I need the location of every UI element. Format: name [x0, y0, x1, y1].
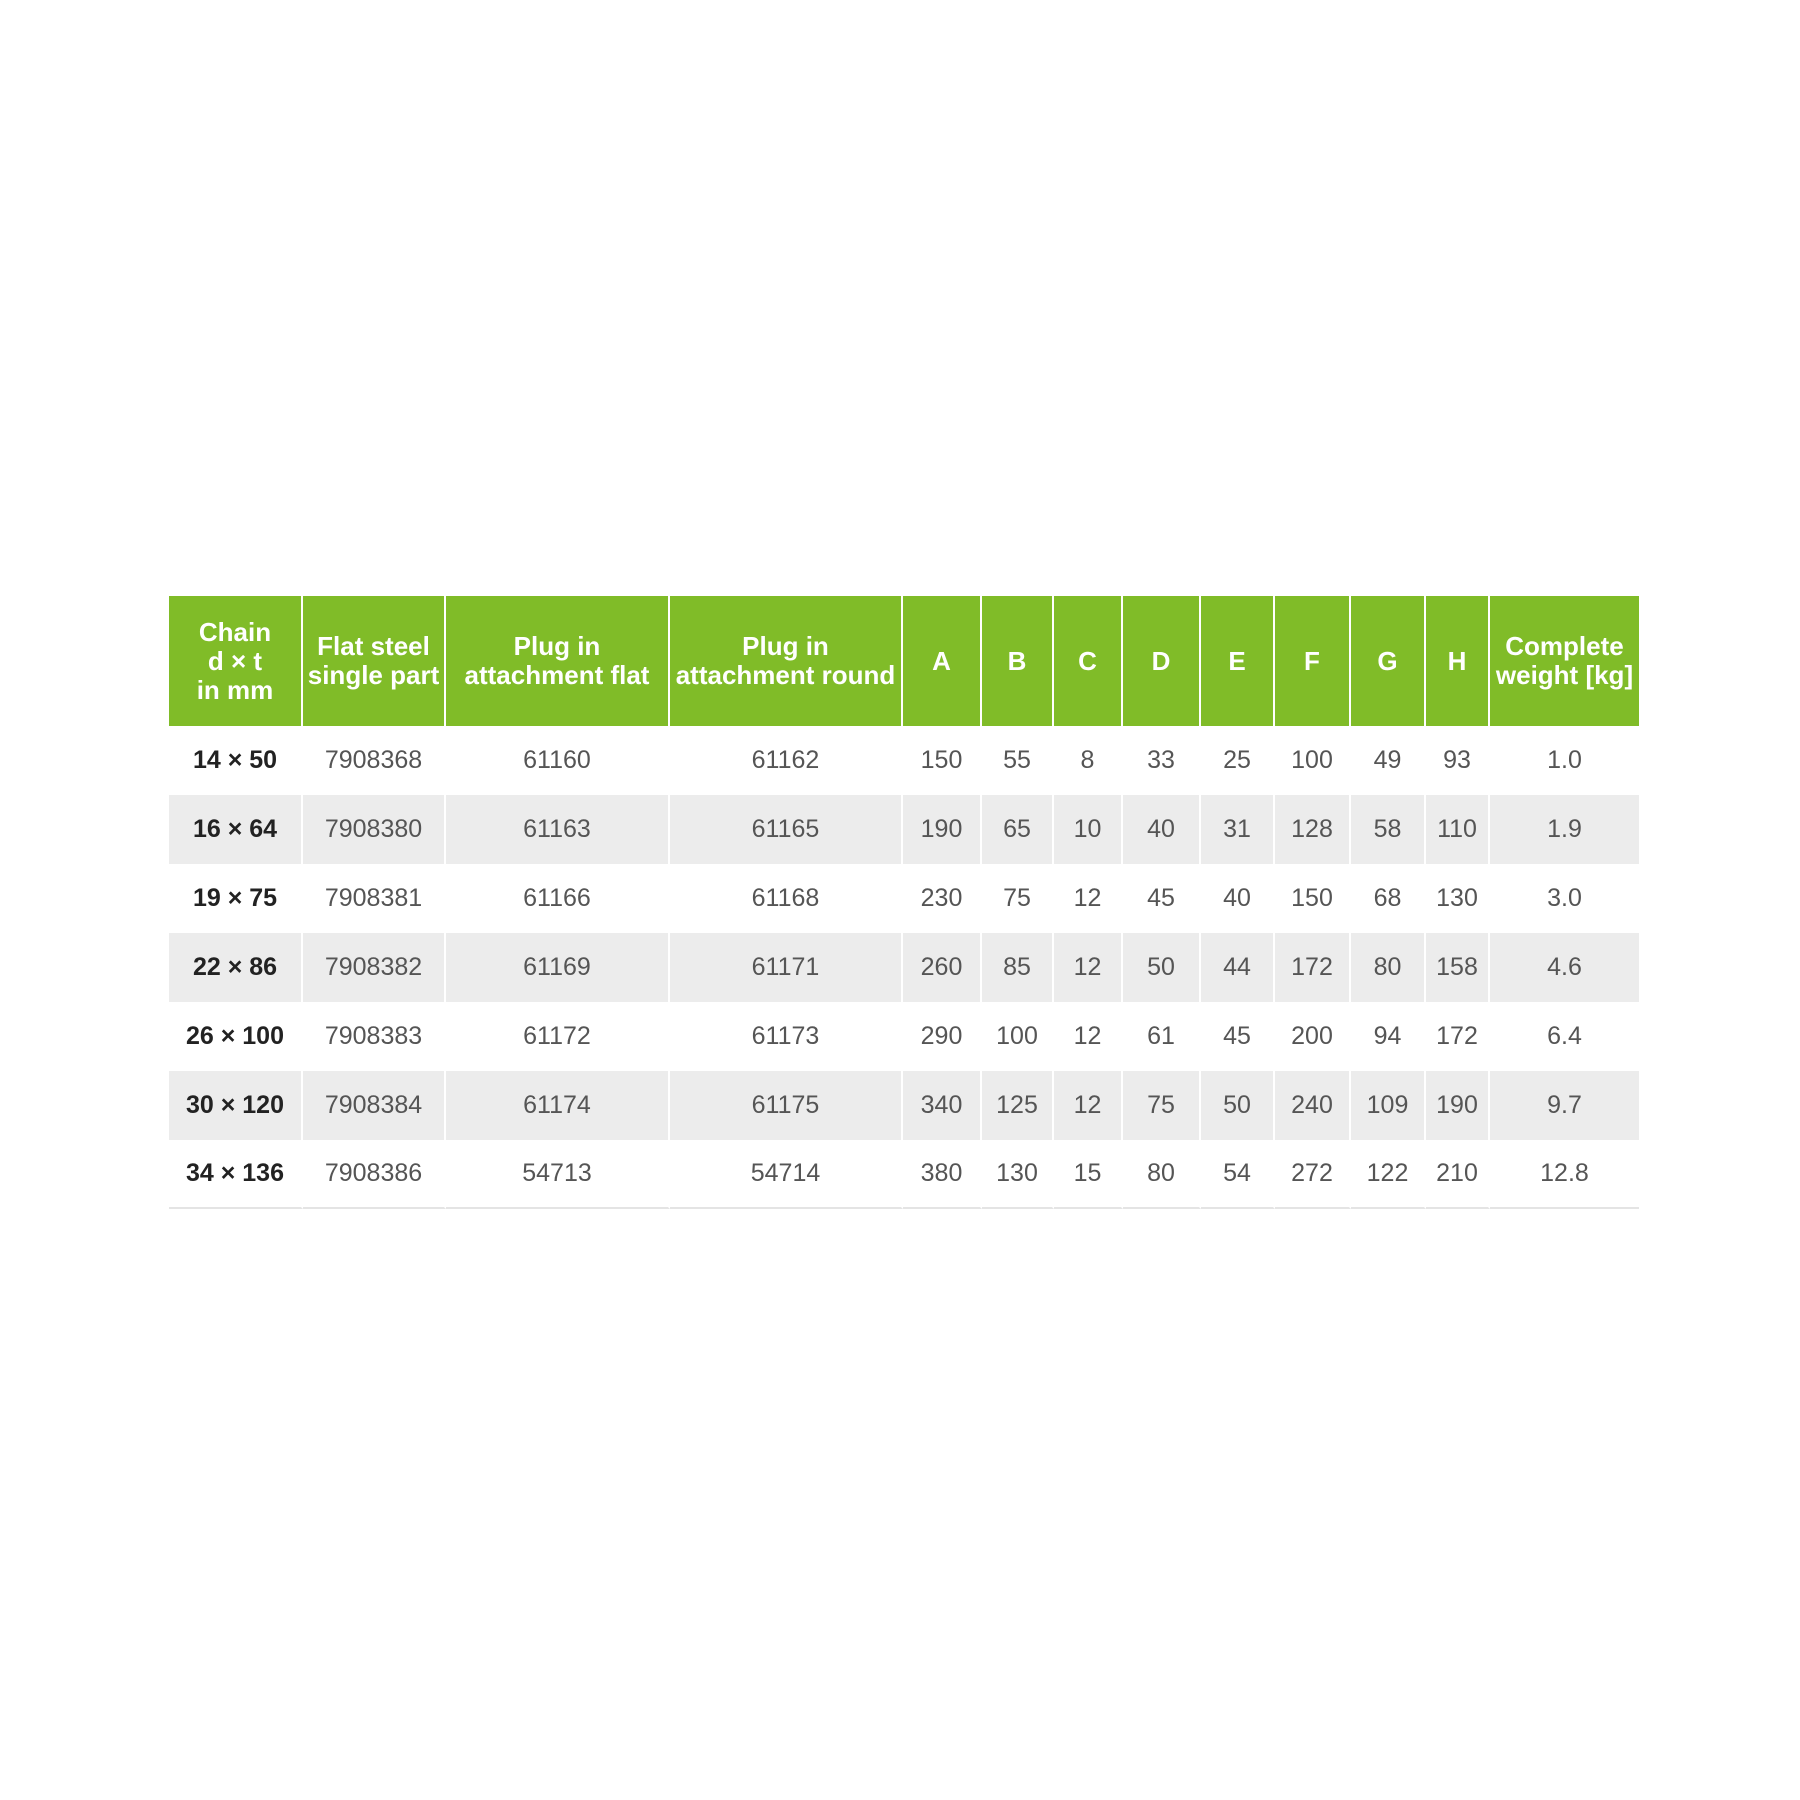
cell-weight: 3.0: [1490, 864, 1639, 933]
cell-chain: 14 × 50: [169, 726, 303, 795]
cell-d: 80: [1123, 1140, 1201, 1209]
table-row: [169, 795, 1639, 864]
header-f-line: F: [1304, 645, 1320, 676]
cell-d: 75: [1123, 1071, 1201, 1140]
cell-a: 230: [903, 864, 982, 933]
cell-flat-steel: 7908384: [303, 1071, 446, 1140]
cell-c: 10: [1054, 795, 1123, 864]
header-weight-line: weight [kg]: [1495, 660, 1634, 690]
header-flat-steel-line: Flat steel: [317, 631, 430, 661]
cell-plug-round: 61162: [670, 726, 903, 795]
cell-chain: 26 × 100: [169, 1002, 303, 1071]
cell-chain: 30 × 120: [169, 1071, 303, 1140]
header-h: [1426, 596, 1490, 726]
cell-e: 25: [1201, 726, 1275, 795]
cell-f: 272: [1275, 1140, 1351, 1209]
cell-b: 75: [982, 864, 1054, 933]
cell-weight: 1.0: [1490, 726, 1639, 795]
cell-c: 12: [1054, 864, 1123, 933]
header-weight: [1490, 596, 1639, 726]
cell-plug-flat: 61160: [446, 726, 670, 795]
cell-f: 172: [1275, 933, 1351, 1002]
cell-d: 50: [1123, 933, 1201, 1002]
cell-e: 54: [1201, 1140, 1275, 1209]
cell-h: 93: [1426, 726, 1490, 795]
cell-f: 200: [1275, 1002, 1351, 1071]
cell-plug-round: 61175: [670, 1071, 903, 1140]
cell-b: 55: [982, 726, 1054, 795]
cell-flat-steel: 7908382: [303, 933, 446, 1002]
header-plug-round-line: attachment round: [675, 660, 896, 690]
cell-weight: 12.8: [1490, 1140, 1639, 1209]
header-plug-round-line: Plug in: [742, 631, 829, 661]
header-d-line: D: [1151, 645, 1171, 676]
cell-plug-flat: 61163: [446, 795, 670, 864]
cell-weight: 9.7: [1490, 1071, 1639, 1140]
cell-plug-flat: 54713: [446, 1140, 670, 1209]
header-b-line: B: [1007, 645, 1027, 676]
table-row: [169, 1002, 1639, 1071]
cell-chain: 22 × 86: [169, 933, 303, 1002]
header-b: [982, 596, 1054, 726]
cell-c: 8: [1054, 726, 1123, 795]
table-row: [169, 726, 1639, 795]
cell-plug-flat: 61169: [446, 933, 670, 1002]
cell-b: 100: [982, 1002, 1054, 1071]
table-header: [169, 596, 1639, 726]
header-chain-line: in mm: [196, 674, 274, 705]
table-row: [169, 864, 1639, 933]
header-row: [169, 596, 1639, 726]
cell-a: 260: [903, 933, 982, 1002]
header-a: [903, 596, 982, 726]
header-chain-line: Chain: [198, 616, 272, 647]
header-e-line: E: [1228, 645, 1246, 676]
cell-b: 125: [982, 1071, 1054, 1140]
cell-weight: 6.4: [1490, 1002, 1639, 1071]
cell-flat-steel: 7908381: [303, 864, 446, 933]
cell-plug-flat: 61172: [446, 1002, 670, 1071]
cell-e: 40: [1201, 864, 1275, 933]
cell-e: 44: [1201, 933, 1275, 1002]
cell-d: 45: [1123, 864, 1201, 933]
header-flat-steel: [303, 596, 446, 726]
cell-a: 380: [903, 1140, 982, 1209]
cell-f: 240: [1275, 1071, 1351, 1140]
cell-f: 100: [1275, 726, 1351, 795]
cell-h: 158: [1426, 933, 1490, 1002]
cell-b: 65: [982, 795, 1054, 864]
cell-chain: 16 × 64: [169, 795, 303, 864]
cell-e: 31: [1201, 795, 1275, 864]
cell-plug-round: 61171: [670, 933, 903, 1002]
cell-flat-steel: 7908383: [303, 1002, 446, 1071]
header-plug-flat: [446, 596, 670, 726]
header-d: [1123, 596, 1201, 726]
header-c-line: C: [1078, 645, 1097, 676]
header-weight-line: Complete: [1505, 631, 1624, 661]
header-e: [1201, 596, 1275, 726]
cell-plug-flat: 61174: [446, 1071, 670, 1140]
cell-plug-round: 61173: [670, 1002, 903, 1071]
header-flat-steel-line: single part: [307, 660, 440, 690]
cell-plug-flat: 61166: [446, 864, 670, 933]
table-body: [169, 726, 1639, 1209]
header-plug-flat-line: Plug in: [513, 631, 601, 661]
header-chain: [169, 596, 303, 726]
table-row: [169, 1140, 1639, 1209]
cell-h: 190: [1426, 1071, 1490, 1140]
cell-e: 50: [1201, 1071, 1275, 1140]
cell-h: 130: [1426, 864, 1490, 933]
cell-a: 290: [903, 1002, 982, 1071]
cell-c: 15: [1054, 1140, 1123, 1209]
cell-b: 130: [982, 1140, 1054, 1209]
cell-weight: 1.9: [1490, 795, 1639, 864]
cell-chain: 19 × 75: [169, 864, 303, 933]
header-f: [1275, 596, 1351, 726]
header-plug-round: [670, 596, 903, 726]
header-c: [1054, 596, 1123, 726]
cell-g: 58: [1351, 795, 1426, 864]
cell-c: 12: [1054, 1071, 1123, 1140]
cell-g: 49: [1351, 726, 1426, 795]
cell-g: 94: [1351, 1002, 1426, 1071]
cell-plug-round: 61165: [670, 795, 903, 864]
header-a-line: A: [932, 645, 951, 676]
cell-b: 85: [982, 933, 1054, 1002]
cell-h: 210: [1426, 1140, 1490, 1209]
cell-flat-steel: 7908386: [303, 1140, 446, 1209]
cell-plug-round: 54714: [670, 1140, 903, 1209]
cell-a: 150: [903, 726, 982, 795]
cell-d: 33: [1123, 726, 1201, 795]
cell-c: 12: [1054, 1002, 1123, 1071]
cell-h: 110: [1426, 795, 1490, 864]
cell-flat-steel: 7908368: [303, 726, 446, 795]
cell-flat-steel: 7908380: [303, 795, 446, 864]
cell-g: 68: [1351, 864, 1426, 933]
cell-g: 122: [1351, 1140, 1426, 1209]
cell-plug-round: 61168: [670, 864, 903, 933]
cell-f: 150: [1275, 864, 1351, 933]
header-g-line: G: [1377, 645, 1398, 676]
cell-c: 12: [1054, 933, 1123, 1002]
header-g: [1351, 596, 1426, 726]
cell-a: 340: [903, 1071, 982, 1140]
header-plug-flat-line: attachment flat: [464, 660, 650, 690]
cell-h: 172: [1426, 1002, 1490, 1071]
cell-d: 61: [1123, 1002, 1201, 1071]
cell-weight: 4.6: [1490, 933, 1639, 1002]
cell-d: 40: [1123, 795, 1201, 864]
cell-g: 80: [1351, 933, 1426, 1002]
cell-a: 190: [903, 795, 982, 864]
cell-chain: 34 × 136: [169, 1140, 303, 1209]
cell-g: 109: [1351, 1071, 1426, 1140]
cell-e: 45: [1201, 1002, 1275, 1071]
table-row: [169, 933, 1639, 1002]
table-row: [169, 1071, 1639, 1140]
cell-f: 128: [1275, 795, 1351, 864]
chain-spec-table: [169, 596, 1639, 1209]
header-chain-line: d × t: [207, 645, 263, 676]
header-h-line: H: [1447, 645, 1467, 676]
